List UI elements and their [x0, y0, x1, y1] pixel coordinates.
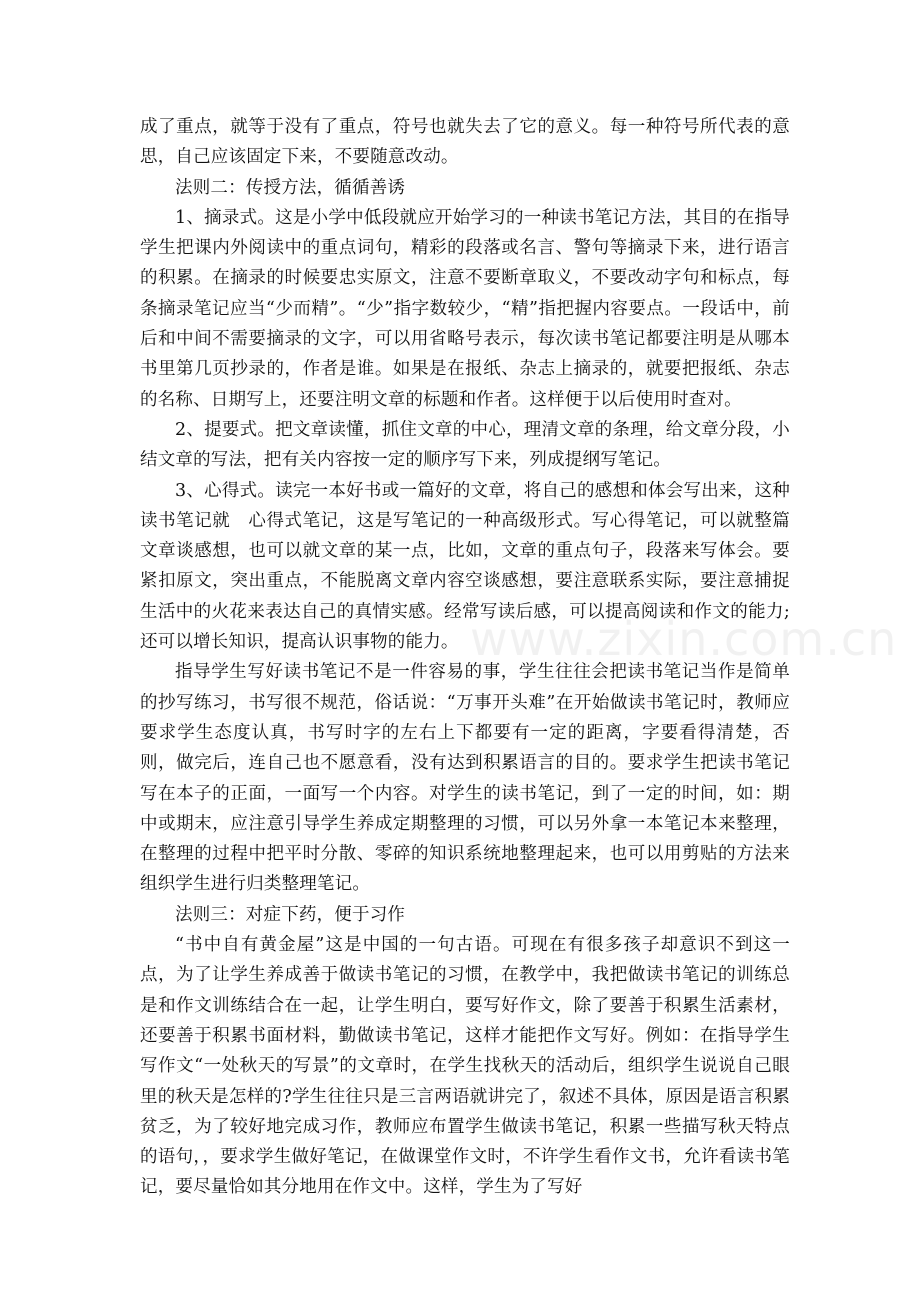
paragraph-reflection-method: 3、心得式。读完一本好书或一篇好的文章，将自己的感想和体会写出来，这种读书笔记就 心得式笔记，这是写笔记的一种高级形式。写心得笔记，可以就整篇文章谈感想，也可以就文章的某一点，比如，文章的重点句子，段落来写体会。要紧扣原文，突出重点，不能脱离文章内容空谈感想，要注意联系实际，要注意捕捉生活中的火花来表达自己的真情实感。经常写读后感，可以提高阅读和作文的能力;还可以增长知识，提高认识事物的能力。: [140, 480, 790, 653]
paragraph-excerpt-method: 1、摘录式。这是小学中低段就应开始学习的一种读书笔记方法，其目的在指导学生把课内外阅读中的重点词句，精彩的段落或名言、警句等摘录下来，进行语言的积累。在摘录的时候要忠实原文，注意不要断章取义，不要改动字句和标点，每条摘录笔记应当“少而精”。“少”指字数较少，“精”指把握内容要点。一段话中，前后和中间不需要摘录的文字，可以用省略号表示，每次读书笔记都要注明是从哪本书里第几页抄录的，作者是谁。如果是在报纸、杂志上摘录的，就要把报纸、杂志的名称、日期写上，还要注明文章的标题和作者。这样便于以后使用时查对。: [140, 207, 790, 410]
heading-rule-three: 法则三：对症下药，便于习作: [175, 904, 406, 925]
paragraph-summary-method: 2、提要式。把文章读懂，抓住文章的中心，理清文章的条理，给文章分段，小结文章的写法，把有关内容按一定的顺序写下来，列成提纲写笔记。: [140, 419, 790, 471]
paragraph-1: 成了重点，就等于没有了重点，符号也就失去了它的意义。每一种符号所代表的意思，自己应该固定下来，不要随意改动。: [140, 117, 790, 168]
paragraph-guidance: 指导学生写好读书笔记不是一件容易的事，学生往往会把读书笔记当作是简单的抄写练习，书写很不规范，俗话说：“万事开头难”在开始做读书笔记时，教师应要求学生态度认真，书写时字的左右上下都要有一定的距离，字要看得清楚，否则，做完后，连自己也不愿意看，没有达到积累语言的目的。要求学生把读书笔记写在本子的正面，一面写一个内容。对学生的读书笔记，到了一定的时间，如：期中或期末，应注意引导学生养成定期整理的习惯，可以另外拿一本笔记本来整理，在整理的过程中把平时分散、零碎的知识系统地整理起来，也可以用剪贴的方法来组织学生进行归类整理笔记。: [140, 662, 790, 895]
paragraph-writing-practice: “书中自有黄金屋”这是中国的一句古语。可现在有很多孩子却意识不到这一点，为了让学生养成善于做读书笔记的习惯，在教学中，我把做读书笔记的训练总是和作文训练结合在一起，让学生明白，要写好作文，除了要善于积累生活素材，还要善于积累书面材料，勤做读书笔记，这样才能把作文写好。例如：在指导学生写作文“一处秋天的写景”的文章时，在学生找秋天的活动后，组织学生说说自己眼里的秋天是怎样的?学生往往只是三言两语就讲完了，叙述不具体，原因是语言积累贫乏，为了较好地完成习作，教师应布置学生做读书笔记，积累一些描写秋天特点的语句，，要求学生做好笔记，在做课堂作文时，不许学生看作文书，允许看读书笔记，要尽量恰如其分地用在作文中。这样，学生为了写好: [140, 935, 790, 1198]
watermark: www.zixin.com.cn: [470, 612, 898, 666]
heading-rule-two: 法则二：传授方法，循循善诱: [175, 177, 406, 198]
